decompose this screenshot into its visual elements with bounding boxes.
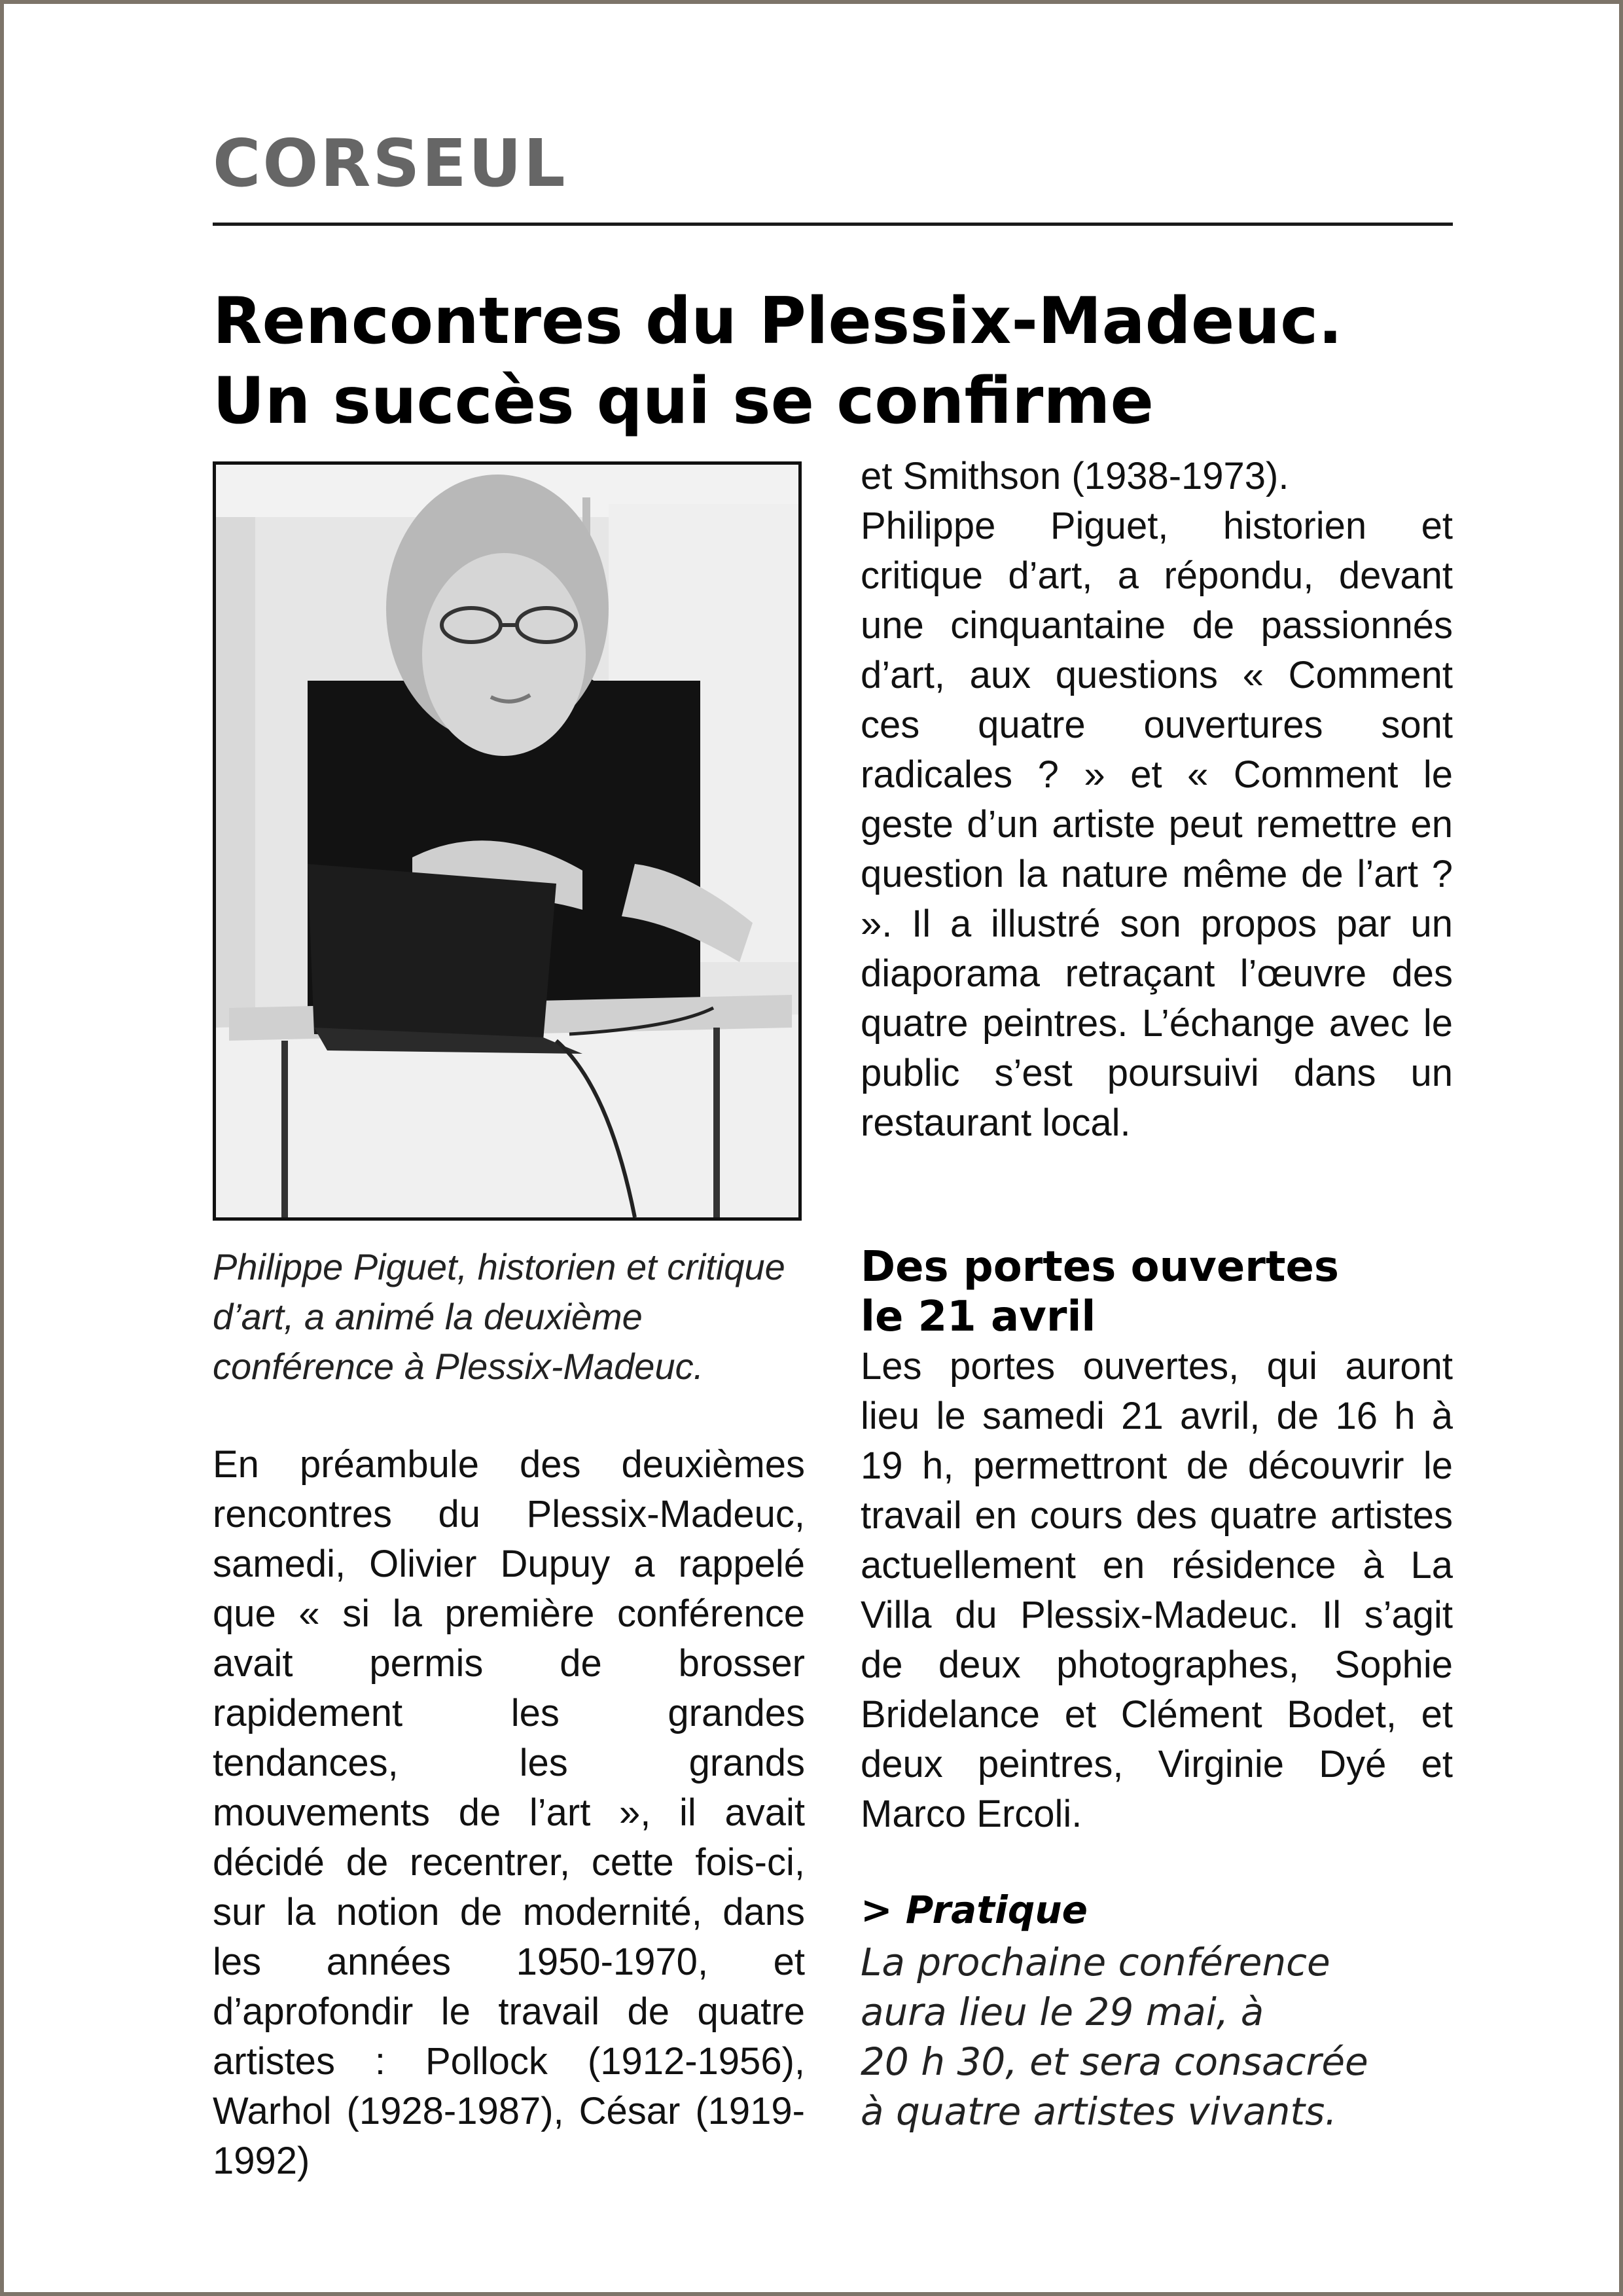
article-photo <box>213 461 802 1221</box>
headline-line-1: Rencontres du Plessix-Madeuc. <box>213 284 1343 359</box>
article-right-column <box>861 452 1453 1148</box>
pratique-note <box>861 1937 1463 2136</box>
pratique-line-1: La prochaine conférence <box>861 1940 1330 1984</box>
open-days-paragraph: Les portes ouvertes, qui auront lieu le samedi 21 avril, de 16 h à 19 h, permettront de découvrir le travail en cours des quatre artistes actuellement en résidence à La Villa du Plessix-Madeuc. Il s’agit de deux photographes, Sophie Bridelance et Clément Bodet, et deux peintres, Virginie Dyé et Marco Ercoli. <box>861 1345 1453 1835</box>
article-paragraph-1: En préambule des deuxièmes rencontres du Plessix-Madeuc, samedi, Olivier Dupuy a rappelé que « si la première conférence avait permis de brosser rapidement les grandes tendances, les grands mouvements de l’art », il avait décidé de recentrer, cette fois-ci, sur la notion de modernité, dans les années 1950-1970, et d’aprofondir le travail de quatre artistes : Pollock (1912-1956), Warhol (1928-1987), César (1919-1992) <box>213 1443 805 2182</box>
headline-line-2: Un succès qui se confirme <box>213 364 1154 439</box>
pratique-line-2: aura lieu le 29 mai, à <box>861 1990 1264 2034</box>
photo-caption: Philippe Piguet, historien et critique d’art, a animé la deuxième conférence à Plessix-Madeuc. <box>213 1246 785 1387</box>
open-days-subhead-line-1: Des portes ouvertes <box>861 1243 1339 1291</box>
pratique-line-3: 20 h 30, et sera consacrée <box>861 2039 1368 2084</box>
section-divider <box>213 223 1453 226</box>
open-days-subhead <box>861 1242 1453 1342</box>
open-days-subhead-line-2: le 21 avril <box>861 1293 1096 1341</box>
article-headline <box>213 281 1456 441</box>
pratique-title: > Pratique <box>861 1888 1088 1932</box>
section-title: CORSEUL <box>213 125 567 202</box>
speaker-photo-illustration <box>216 465 798 1217</box>
pratique-line-4: à quatre artistes vivants. <box>861 2089 1337 2134</box>
article-paragraph-2: Philippe Piguet, historien et critique d’art, a répondu, devant une cinquantaine de passionnés d’art, aux questions « Comment ces quatre ouvertures sont radicales ? » et « Comment le geste d’un artiste peut remettre en question la nature même de l’art ? ». Il a illustré son propos par un diaporama retraçant l’œuvre des quatre peintres. L’échange avec le public s’est poursuivi dans un restaurant local. <box>861 505 1453 1144</box>
article-paragraph-1-continued: et Smithson (1938-1973). <box>861 455 1289 497</box>
